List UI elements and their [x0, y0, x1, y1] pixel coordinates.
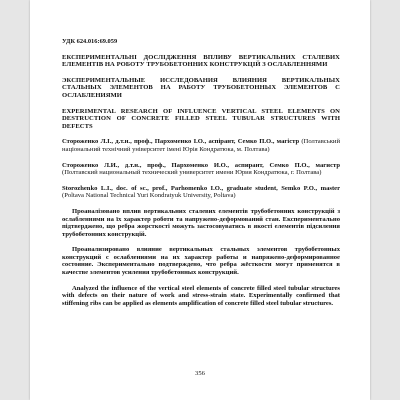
- authors-english: [62, 185, 340, 200]
- author-affiliation-ukrainian: (Полтавський національний технічний університет імені Юрія Кондратюка, м. Полтава): [62, 138, 340, 153]
- author-names-ukrainian: Стороженко Л.І., д.т.н., проф., Пархоменко І.О., аспірант, Семко П.О., магістр: [62, 138, 300, 146]
- author-affiliation-english: (Poltava National Technical Yuri Kondratyuk University, Poltava): [62, 192, 236, 200]
- title-russian: ЭКСПЕРИМЕНТАЛЬНЫЕ ИССЛЕДОВАНИЯ ВЛИЯНИЯ ВЕРТИКАЛЬНЫХ СТАЛЬНЫХ ЭЛЕМЕНТОВ НА РАБОТУ ТРУБОБЕТОННЫХ ЭЛЕМЕНТОВ С ОСЛАБЛЕНИЯМИ: [62, 76, 340, 99]
- page-number: 356: [195, 370, 205, 377]
- authors-ukrainian: [62, 138, 340, 153]
- udc-code: УДК 624.016:69.059: [62, 38, 118, 45]
- title-english: EXPERIMENTAL RESEARCH OF INFLUENCE VERTICAL STEEL ELEMENTS ON DESTRUCTION OF CONCRETE FILLED STEEL TUBULAR STRUCTURES WITH DEFECTS: [62, 107, 340, 130]
- document-page: [30, 0, 370, 400]
- author-names-russian: Стороженко Л.И., д.т.н., проф., Пархоменко И.О., аспирант, Семко П.О., магистр: [62, 161, 340, 169]
- authors-russian: [62, 162, 340, 177]
- abstract-russian: Проанализировано влияние вертикальных стальных элементов трубобетонных конструкций с ослаблениями на их характер работы и напряжено-деформированное состояние. Экспериментально подтверждено, что ребра жёсткости могут применятся в качестве элементов усиления трубобетонных конструкций.: [62, 246, 340, 277]
- abstract-english: Analyzed the influence of the vertical steel elements of concrete filled steel tubular structures with defects on their nature of work and stress-strain state. Experimentally confirmed that stiffening ribs can be applied as elements amplification of concrete filled steel tubular structures.: [62, 284, 340, 307]
- author-names-english: Storozhenko L.I., doc. of sc., prof., Parhomenko I.O., graduate student, Semko P.O., master: [62, 184, 340, 192]
- author-affiliation-russian: (Полтавский национальный технический университет имени Юрия Кондратюка, г. Полтава): [62, 169, 322, 177]
- abstract-ukrainian: Проаналізовано вплив вертикальних сталевих елементів трубобетонних конструкцій з ослабленнями на їх характер роботи та напружено-деформований стан. Експериментально підтверджено, що ребра жорсткості можуть застосовуватись в якості елементів підсилення трубобетонних конструкцій.: [62, 207, 340, 238]
- title-ukrainian: ЕКСПЕРИМЕНТАЛЬНІ ДОСЛІДЖЕННЯ ВПЛИВУ ВЕРТИКАЛЬНИХ СТАЛЕВИХ ЕЛЕМЕНТІВ НА РОБОТУ ТРУБОБЕТОННИХ КОНСТРУКЦІЙ З ОСЛАБЛЕННЯМИ: [62, 53, 340, 69]
- page-content: [62, 38, 340, 315]
